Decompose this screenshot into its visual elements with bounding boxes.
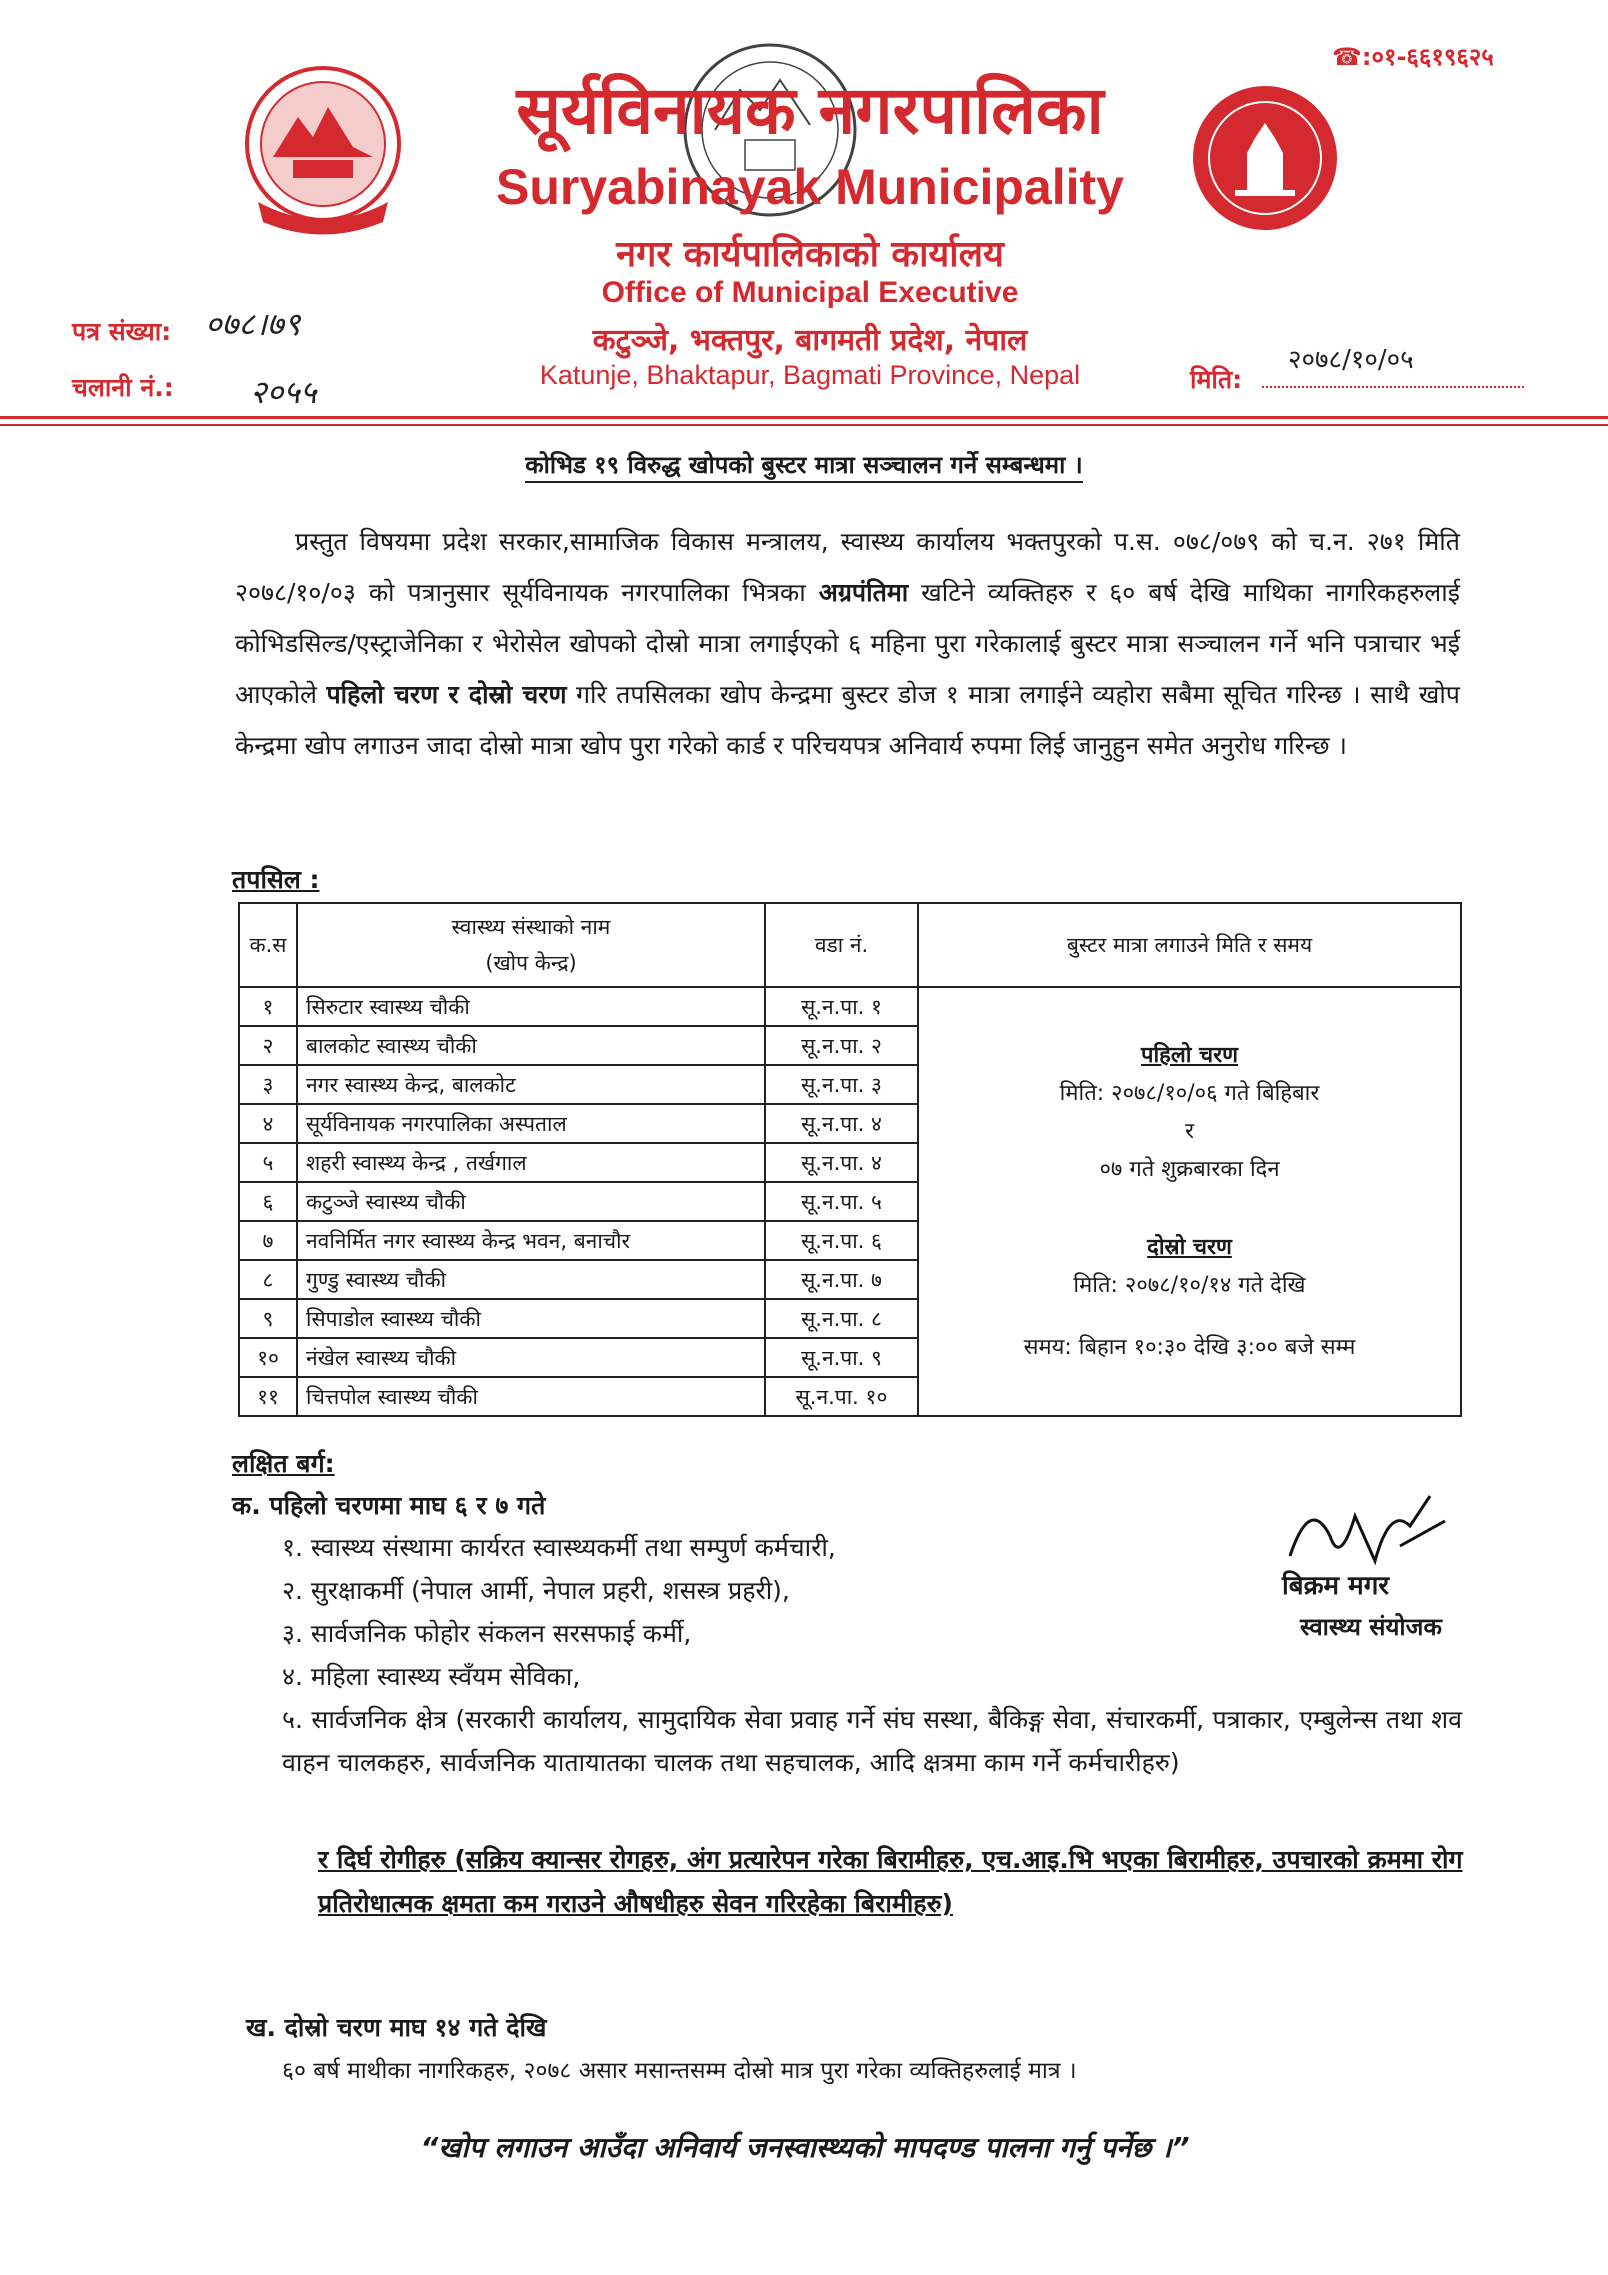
- list-item: ४. महिला स्वास्थ्य स्वँयम सेविका,: [282, 1662, 581, 1691]
- letter-number-label: पत्र संख्या:: [72, 317, 172, 346]
- table-header-row: [239, 903, 1461, 987]
- office-name-en: Office of Municipal Executive: [601, 276, 1019, 309]
- col-ward-header: वडा नं.: [765, 903, 918, 987]
- header-divider-thin: [0, 424, 1608, 426]
- vaccination-centre-table: [238, 902, 1462, 1417]
- chronic-patients-note: र दिर्घ रोगीहरु (सक्रिय क्यान्सर रोगहरु, अंग प्रत्यारेपन गरेका बिरामीहरु, एच.आइ.भि भएका बिरामीहरु, उपचारको क्रममा रोग प्रतिरोधात्मक क्षमता कम गराउने औषधीहरु सेवन गरिरहेका बिरामीहरु): [318, 1845, 1463, 1918]
- body-bold-2: पहिलो चरण र दोस्रो चरण: [326, 680, 567, 709]
- list-item: २. सुरक्षाकर्मी (नेपाल आर्मी, नेपाल प्रहरी, शसस्त्र प्रहरी),: [282, 1576, 790, 1605]
- phase1-date: मिति: २०७८/१०/०६ गते बिहिबार: [1059, 1080, 1320, 1106]
- subject-line: [160, 448, 1448, 481]
- list-item: ३. सार्वजनिक फोहोर संकलन सरसफाई कर्मी,: [282, 1619, 692, 1648]
- signatory-name: बिक्रम मगर: [1282, 1571, 1389, 1601]
- schedule-time: समय: बिहान १०:३० देखि ३:०० बजे सम्म: [1023, 1334, 1356, 1360]
- signatory-role: स्वास्थ्य संयोजक: [1300, 1613, 1442, 1641]
- footer-quote: “खोप लगाउन आउँदा अनिवार्य जनस्वास्थ्यको मापदण्ड पालना गर्नु पर्नेछ ।”: [420, 2131, 1190, 2164]
- body-text-2: खटिने व्यक्तिहरु र ६० बर्ष देखि माथिका नागरिकहरुलाई कोभिडसिल्ड/एस्ट्राजेनिका र भेरोसेल खोपको दोस्रो मात्रा लगाईएको ६ महिना पुरा गरेकालाई बुस्टर मात्रा सञ्चालन गर्ने भनि पत्राचार भई आएकोले: [235, 578, 1460, 709]
- phase1-heading: क. पहिलो चरणमा माघ ६ र ७ गते: [232, 1491, 546, 1520]
- address-np: कटुञ्जे, भक्तपुर, बागमती प्रदेश, नेपाल: [592, 323, 1028, 358]
- date-value: २०७८/१०/०५: [1288, 345, 1414, 375]
- table-row: १ सिरुटार स्वास्थ्य चौकी सू.न.पा. १ पहिलो चरण मिति: २०७८/१०/०६ गते बिहिबार र ०७ गते शुक्रबारका दिन दोस्रो चरण मिति: २०७८/१०/१४ गते देखि समय: बिहान १०:३० देखि ३:०० बजे सम्म: [239, 987, 1461, 1026]
- table-row: ९ सिपाडोल स्वास्थ्य चौकी सू.न.पा. ८: [239, 1299, 1461, 1338]
- dispatch-number-value: २०५५: [250, 373, 317, 411]
- table-row: २ बालकोट स्वास्थ्य चौकी सू.न.पा. २: [239, 1026, 1461, 1065]
- list-item: ५. सार्वजनिक क्षेत्र (सरकारी कार्यालय, सामुदायिक सेवा प्रवाह गर्ने संघ सस्था, बैकिङ्ग सेवा, संचारकर्मी, पत्राकार, एम्बुलेन्स तथा शव वाहन चालकहरु, सार्वजनिक यातायातका चालक तथा सहचालक, आदि क्षत्रमा काम गर्ने कर्मचारीहरु): [282, 1705, 1462, 1777]
- table-row: ४ सूर्यविनायक नगरपालिका अस्पताल सू.न.पा. ४: [239, 1104, 1461, 1143]
- schedule-cell: पहिलो चरण मिति: २०७८/१०/०६ गते बिहिबार र ०७ गते शुक्रबारका दिन दोस्रो चरण मिति: २०७८/१०/१४ गते देखि समय: बिहान १०:३० देखि ३:०० बजे सम्म: [918, 987, 1461, 1416]
- table-row: ७ नवनिर्मित नगर स्वास्थ्य केन्द्र भवन, बनाचौर सू.न.पा. ६: [239, 1221, 1461, 1260]
- municipality-seal-logo: [1185, 78, 1345, 238]
- table-row: ३ नगर स्वास्थ्य केन्द्र, बालकोट सू.न.पा. ३: [239, 1065, 1461, 1104]
- list-item: १. स्वास्थ्य संस्थामा कार्यरत स्वास्थ्यकर्मी तथा सम्पुर्ण कर्मचारी,: [282, 1533, 836, 1562]
- phase2-title: दोस्रो चरण: [1147, 1234, 1232, 1260]
- nepal-emblem-logo: [238, 62, 408, 237]
- table-row: ११ चित्तपोल स्वास्थ्य चौकी सू.न.पा. १०: [239, 1377, 1461, 1416]
- phone-number: ☎:०१-६६१९६२५: [1332, 43, 1494, 71]
- target-list: [282, 1526, 1282, 1698]
- municipality-name-en: Suryabinayak Municipality: [496, 159, 1124, 215]
- col-name-header: स्वास्थ्य संस्थाको नाम (खोप केन्द्र): [297, 903, 765, 987]
- table-row: ८ गुण्डु स्वास्थ्य चौकी सू.न.पा. ७: [239, 1260, 1461, 1299]
- table-row: १० नंखेल स्वास्थ्य चौकी सू.न.पा. ९: [239, 1338, 1461, 1377]
- body-text-3: गरि तपसिलका खोप केन्द्रमा बुस्टर डोज १ मात्रा लगाईने व्यहोरा सबैमा सूचित गरिन्छ । साथै खोप केन्द्रमा खोप लगाउन जादा दोस्रो मात्रा खोप पुरा गरेको कार्ड र परिचयपत्र अनिवार्य रुपमा लिई जानुहुन समेत अनुरोध गरिन्छ ।: [235, 680, 1460, 760]
- phase2-heading: ख. दोस्रो चरण माघ १४ गते देखि: [246, 2013, 547, 2042]
- subject-text: कोभिड १९ विरुद्ध खोपको बुस्टर मात्रा सञ्चालन गर्ने सम्बन्धमा ।: [525, 451, 1083, 483]
- address-en: Katunje, Bhaktapur, Bagmati Province, Nepal: [539, 360, 1081, 390]
- phase1-date2: ०७ गते शुक्रबारका दिन: [1099, 1156, 1280, 1182]
- target-group-label: लक्षित बर्ग:: [232, 1449, 335, 1478]
- municipality-name-np: सूर्यविनायक नगरपालिका: [516, 72, 1104, 149]
- header-divider: [0, 416, 1608, 419]
- table-row: ५ शहरी स्वास्थ्य केन्द्र , तर्खगाल सू.न.पा. ४: [239, 1143, 1461, 1182]
- phase2-date: मिति: २०७८/१०/१४ गते देखि: [1073, 1272, 1306, 1298]
- phase1-title: पहिलो चरण: [1140, 1042, 1239, 1068]
- col-sn-header: क.स: [239, 903, 297, 987]
- tapasil-label: तपसिल :: [232, 865, 320, 894]
- letter-number-value: ०७८।७९: [205, 305, 301, 343]
- handwritten-signature: [1280, 1476, 1460, 1576]
- office-name-np: नगर कार्यपालिकाको कार्यालय: [616, 234, 1004, 275]
- col-schedule-header: बुस्टर मात्रा लगाउने मिति र समय: [918, 903, 1461, 987]
- body-text-1: प्रस्तुत विषयमा प्रदेश सरकार,सामाजिक विकास मन्त्रालय, स्वास्थ्य कार्यालय भक्तपुरको प.स. ०७८/०७९ को च.न. २७१ मिति २०७८/१०/०३ को पत्रानुसार सूर्यविनायक नगरपालिका भित्रका: [235, 527, 1460, 607]
- body-bold-1: अग्रपंतिमा: [818, 578, 909, 607]
- phase2-text: ६० बर्ष माथीका नागरिकहरु, २०७८ असार मसान्तसम्म दोस्रो मात्र पुरा गरेका व्यक्तिहरुलाई मात्र ।: [282, 2058, 1077, 2084]
- dispatch-number-label: चलानी नं.:: [72, 373, 174, 402]
- body-paragraph: [235, 516, 1460, 771]
- date-label: मिति:: [1190, 365, 1243, 394]
- table-row: ६ कटुञ्जे स्वास्थ्य चौकी सू.न.पा. ५: [239, 1182, 1461, 1221]
